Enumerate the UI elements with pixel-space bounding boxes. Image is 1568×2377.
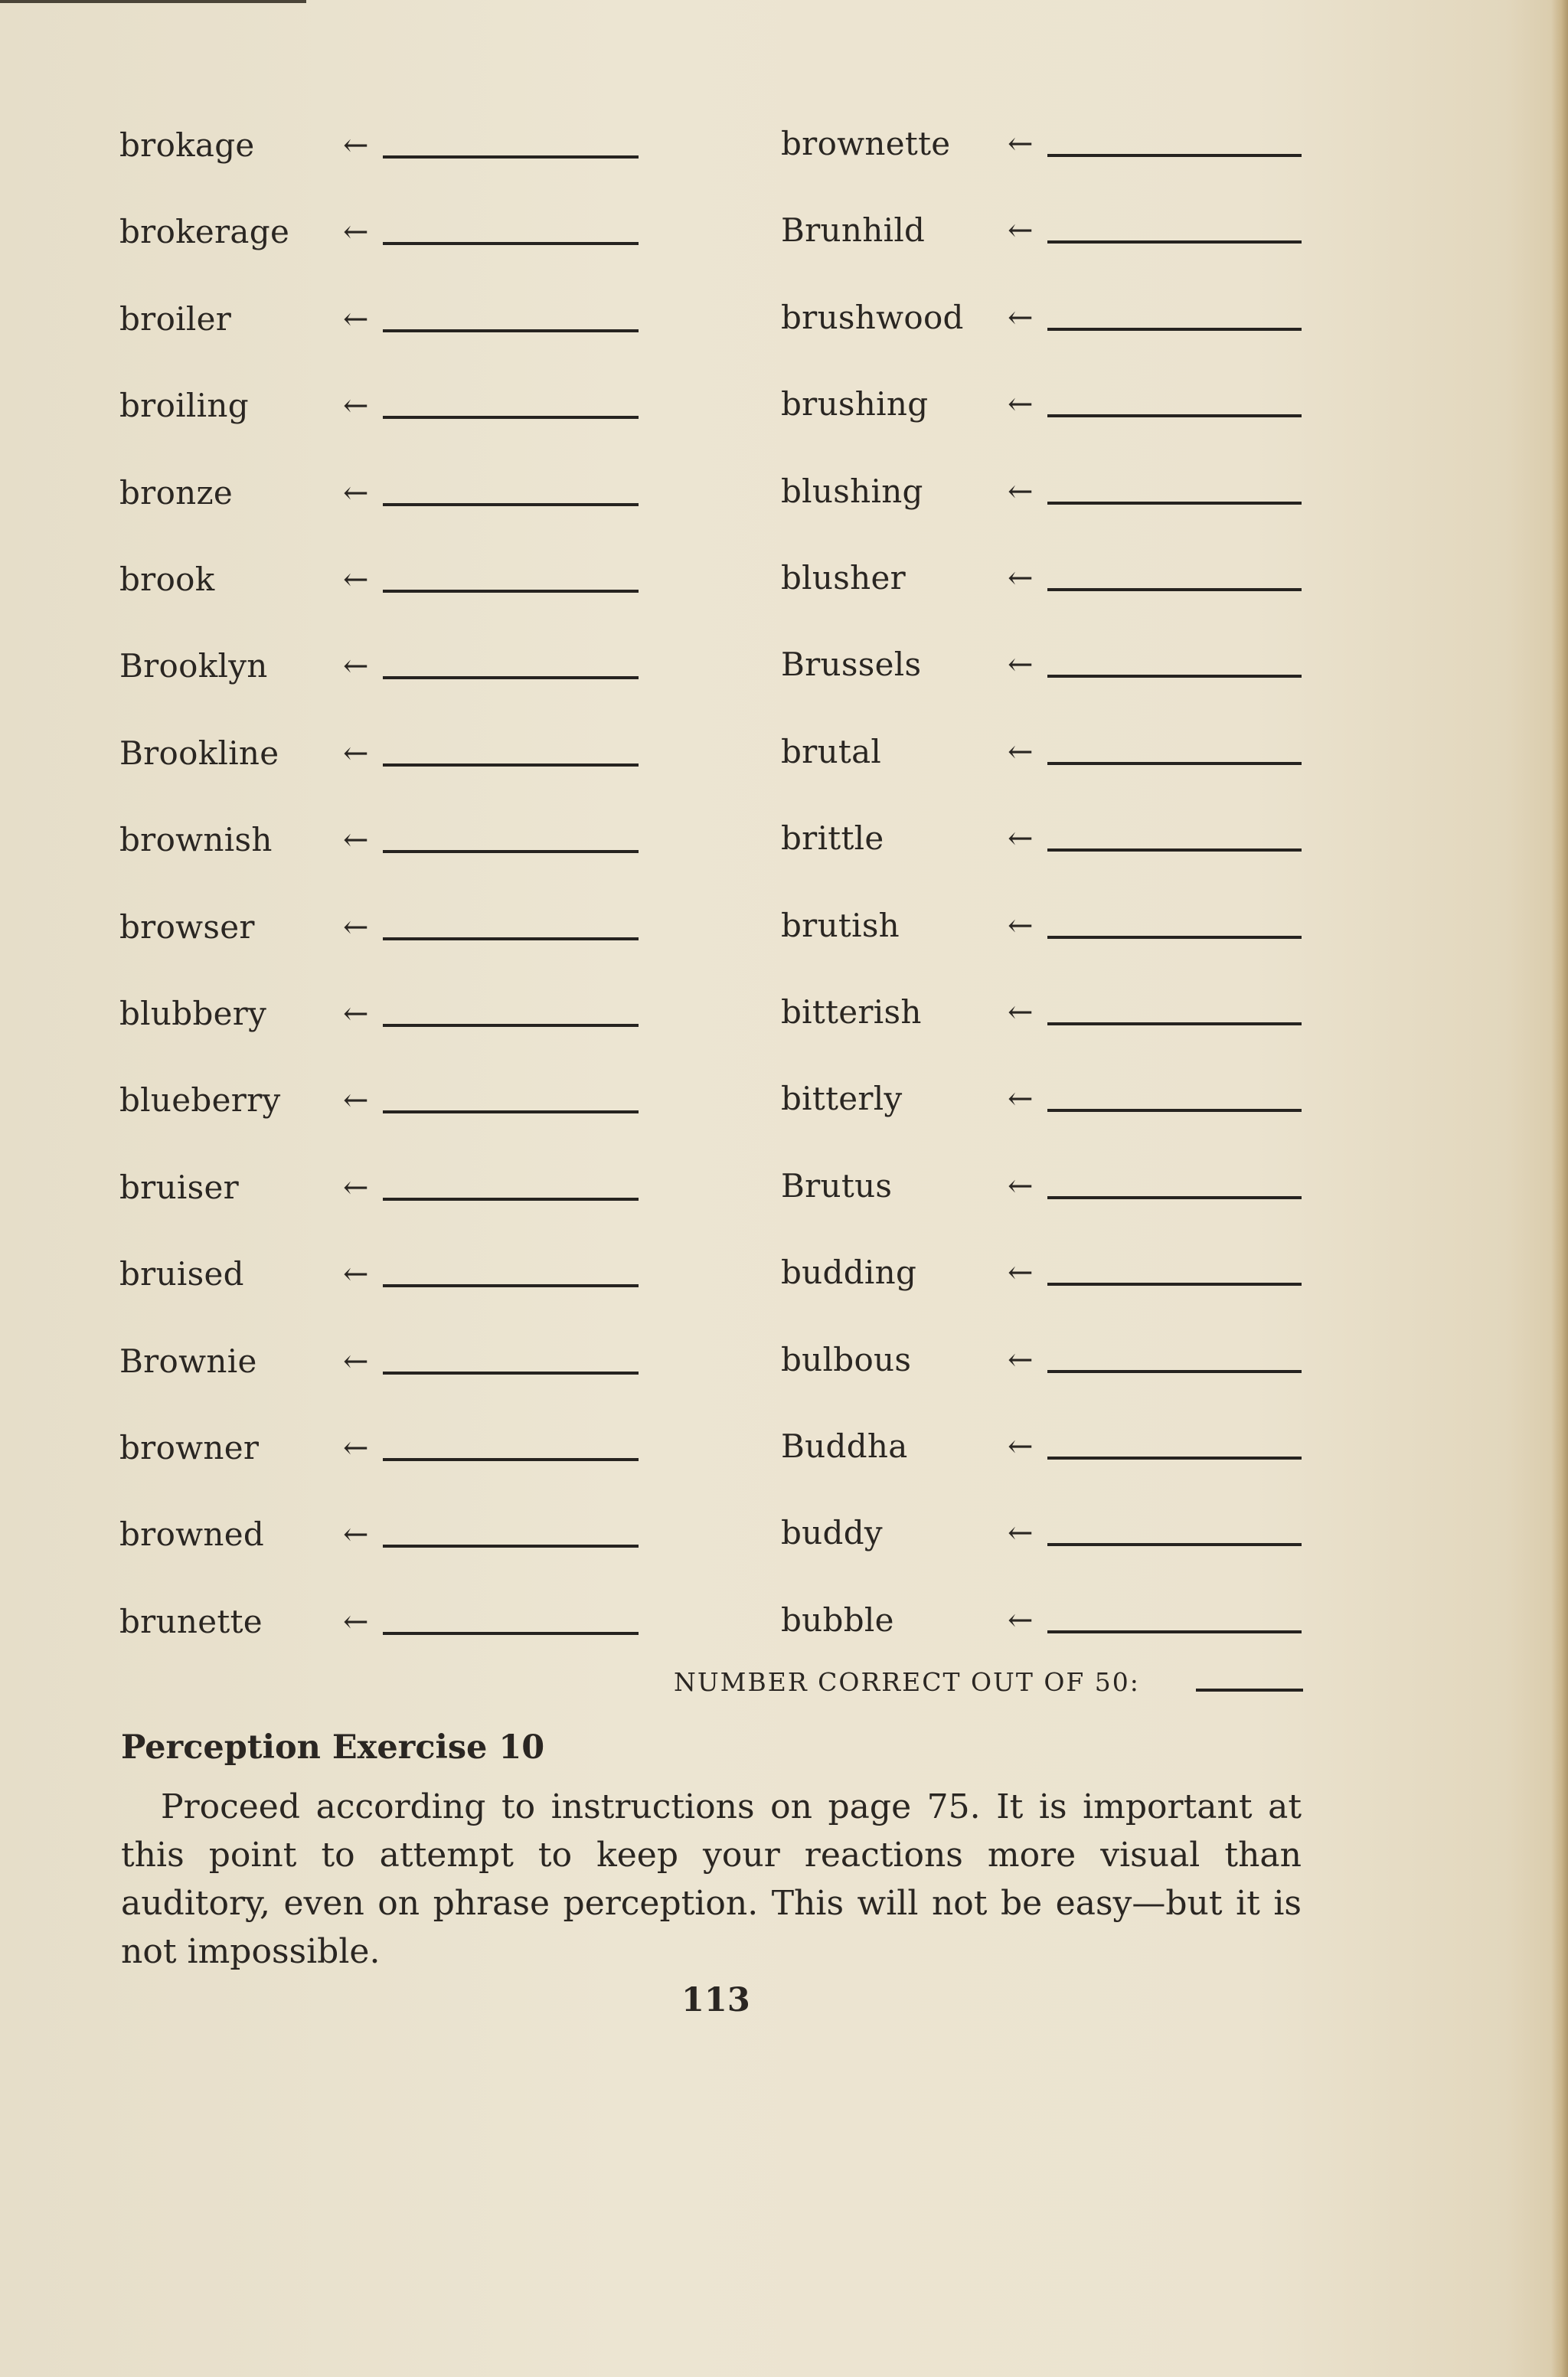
answer-blank[interactable] xyxy=(383,1632,639,1635)
word-row xyxy=(781,1337,1317,1398)
word-label: bubble xyxy=(781,1600,894,1639)
word-label: brutal xyxy=(781,732,882,770)
answer-blank[interactable] xyxy=(383,1110,639,1113)
word-row xyxy=(119,296,655,358)
answer-blank[interactable] xyxy=(383,242,639,245)
left-arrow-icon: ← xyxy=(1008,907,1034,943)
left-arrow-icon: ← xyxy=(1008,647,1034,683)
word-label: brunette xyxy=(119,1602,263,1640)
answer-blank[interactable] xyxy=(383,416,639,419)
word-row xyxy=(119,817,655,878)
scan-top-edge xyxy=(0,0,306,3)
exercise-instructions: Proceed according to instructions on page 75. It is important at this point to attempt to keep your reactions more visual than auditory, even on phrase perception. This will not be easy—but it is not impossible. xyxy=(121,1787,1302,1971)
word-row xyxy=(119,383,655,444)
left-arrow-icon: ← xyxy=(1008,1168,1034,1204)
word-row xyxy=(781,1510,1317,1571)
answer-blank[interactable] xyxy=(1047,762,1302,765)
word-label: browser xyxy=(119,907,255,946)
answer-blank[interactable] xyxy=(1047,1630,1302,1633)
left-arrow-icon: ← xyxy=(343,214,369,250)
left-arrow-icon: ← xyxy=(1008,561,1034,596)
left-arrow-icon: ← xyxy=(343,475,369,511)
answer-blank[interactable] xyxy=(383,155,639,159)
left-arrow-icon: ← xyxy=(1008,1602,1034,1638)
exercise-heading: Perception Exercise 10 xyxy=(121,1728,545,1767)
answer-blank[interactable] xyxy=(1047,1283,1302,1286)
answer-blank[interactable] xyxy=(1047,1109,1302,1112)
word-row xyxy=(119,1512,655,1573)
word-row xyxy=(781,555,1317,616)
word-row xyxy=(119,904,655,966)
word-row xyxy=(119,643,655,705)
answer-blank[interactable] xyxy=(1047,588,1302,591)
word-row xyxy=(119,470,655,531)
left-arrow-icon: ← xyxy=(1008,1515,1034,1551)
word-row xyxy=(781,295,1317,356)
word-label: blueberry xyxy=(119,1081,281,1120)
left-arrow-icon: ← xyxy=(1008,299,1034,335)
left-arrow-icon: ← xyxy=(343,909,369,945)
word-label: brittle xyxy=(781,819,884,858)
left-arrow-icon: ← xyxy=(343,1604,369,1640)
answer-blank[interactable] xyxy=(1047,675,1302,678)
answer-blank[interactable] xyxy=(383,1198,639,1201)
left-arrow-icon: ← xyxy=(343,996,369,1032)
left-arrow-icon: ← xyxy=(343,388,369,424)
answer-blank[interactable] xyxy=(383,1458,639,1461)
word-label: broiler xyxy=(119,299,232,338)
left-arrow-icon: ← xyxy=(1008,995,1034,1030)
left-arrow-icon: ← xyxy=(343,1343,369,1379)
left-arrow-icon: ← xyxy=(343,301,369,337)
word-row xyxy=(119,1165,655,1226)
answer-blank[interactable] xyxy=(1047,1543,1302,1546)
left-arrow-icon: ← xyxy=(343,562,369,597)
answer-blank[interactable] xyxy=(1047,1457,1302,1460)
word-label: Brownie xyxy=(119,1342,257,1380)
answer-blank[interactable] xyxy=(1047,1022,1302,1025)
word-label: bruised xyxy=(119,1255,244,1293)
left-arrow-icon: ← xyxy=(1008,821,1034,857)
answer-blank[interactable] xyxy=(383,1545,639,1548)
word-row xyxy=(781,1424,1317,1485)
word-label: bitterish xyxy=(781,993,922,1031)
answer-blank[interactable] xyxy=(383,1372,639,1375)
word-row xyxy=(119,209,655,270)
left-arrow-icon: ← xyxy=(343,1517,369,1553)
word-label: Brutus xyxy=(781,1166,893,1205)
answer-blank[interactable] xyxy=(383,590,639,593)
answer-blank[interactable] xyxy=(1047,1196,1302,1199)
word-row xyxy=(781,381,1317,443)
left-arrow-icon: ← xyxy=(343,649,369,685)
answer-blank[interactable] xyxy=(1047,328,1302,331)
left-arrow-icon: ← xyxy=(1008,387,1034,423)
word-row xyxy=(781,989,1317,1051)
word-row xyxy=(781,1076,1317,1137)
word-label: bitterly xyxy=(781,1080,903,1118)
word-label: Buddha xyxy=(781,1427,908,1465)
word-row xyxy=(119,1425,655,1486)
word-label: browned xyxy=(119,1515,265,1554)
left-arrow-icon: ← xyxy=(1008,1342,1034,1378)
answer-blank[interactable] xyxy=(383,1024,639,1027)
word-label: Brussels xyxy=(781,646,922,684)
answer-blank[interactable] xyxy=(1047,848,1302,852)
word-label: brutish xyxy=(781,906,900,944)
answer-blank[interactable] xyxy=(383,503,639,506)
word-label: brownette xyxy=(781,125,951,162)
word-label: bulbous xyxy=(781,1340,912,1378)
word-row xyxy=(781,642,1317,703)
word-label: blubbery xyxy=(119,995,267,1032)
word-label: brokerage xyxy=(119,213,290,251)
left-arrow-icon: ← xyxy=(343,128,369,163)
left-arrow-icon: ← xyxy=(343,1169,369,1205)
answer-blank[interactable] xyxy=(1047,1370,1302,1373)
score-label: NUMBER CORRECT OUT OF 50: xyxy=(674,1667,1140,1697)
left-arrow-icon: ← xyxy=(1008,126,1034,162)
word-label: bruiser xyxy=(119,1168,240,1206)
answer-blank[interactable] xyxy=(383,1284,639,1287)
left-arrow-icon: ← xyxy=(1008,1081,1034,1117)
word-label: broiling xyxy=(119,387,249,425)
answer-blank[interactable] xyxy=(383,676,639,679)
word-label: Brooklyn xyxy=(119,647,268,685)
left-arrow-icon: ← xyxy=(343,1430,369,1466)
word-label: brook xyxy=(119,561,215,598)
word-row xyxy=(781,1163,1317,1224)
word-label: Brunhild xyxy=(781,211,926,250)
answer-blank[interactable] xyxy=(1047,414,1302,417)
word-label: bronze xyxy=(119,473,234,512)
word-label: brushing xyxy=(781,385,929,423)
word-row xyxy=(781,816,1317,877)
word-row xyxy=(781,121,1317,182)
word-label: brushwood xyxy=(781,298,964,336)
score-answer-blank[interactable] xyxy=(1196,1689,1303,1692)
word-label: blushing xyxy=(781,472,923,510)
word-label: budding xyxy=(781,1254,917,1292)
word-row xyxy=(781,1250,1317,1311)
page-right-edge-shadow xyxy=(1551,0,1568,2377)
word-label: brokage xyxy=(119,126,255,164)
word-row xyxy=(781,469,1317,530)
word-row xyxy=(119,1599,655,1660)
word-row xyxy=(781,1597,1317,1659)
word-row xyxy=(119,557,655,618)
answer-blank[interactable] xyxy=(383,937,639,940)
word-row xyxy=(119,1339,655,1400)
answer-blank[interactable] xyxy=(1047,936,1302,939)
left-arrow-icon: ← xyxy=(343,1083,369,1119)
word-row xyxy=(119,991,655,1052)
word-label: browner xyxy=(119,1429,260,1466)
word-row xyxy=(119,123,655,184)
left-arrow-icon: ← xyxy=(343,1257,369,1293)
word-row xyxy=(781,903,1317,964)
answer-blank[interactable] xyxy=(1047,502,1302,505)
answer-blank[interactable] xyxy=(383,329,639,332)
word-row xyxy=(119,1077,655,1139)
word-row xyxy=(781,208,1317,269)
word-label: blusher xyxy=(781,559,906,597)
left-arrow-icon: ← xyxy=(1008,1255,1034,1291)
page-number: 113 xyxy=(681,1981,750,2019)
left-arrow-icon: ← xyxy=(343,735,369,771)
answer-blank[interactable] xyxy=(383,763,639,767)
left-arrow-icon: ← xyxy=(1008,734,1034,770)
left-arrow-icon: ← xyxy=(1008,1429,1034,1464)
word-row xyxy=(781,729,1317,790)
word-row xyxy=(119,731,655,792)
answer-blank[interactable] xyxy=(383,850,639,853)
word-row xyxy=(119,1251,655,1313)
answer-blank[interactable] xyxy=(1047,240,1302,244)
left-arrow-icon: ← xyxy=(1008,473,1034,509)
word-label: Brookline xyxy=(119,734,279,772)
word-label: buddy xyxy=(781,1514,883,1552)
left-arrow-icon: ← xyxy=(1008,213,1034,249)
word-label: brownish xyxy=(119,821,273,859)
left-arrow-icon: ← xyxy=(343,822,369,858)
answer-blank[interactable] xyxy=(1047,154,1302,157)
